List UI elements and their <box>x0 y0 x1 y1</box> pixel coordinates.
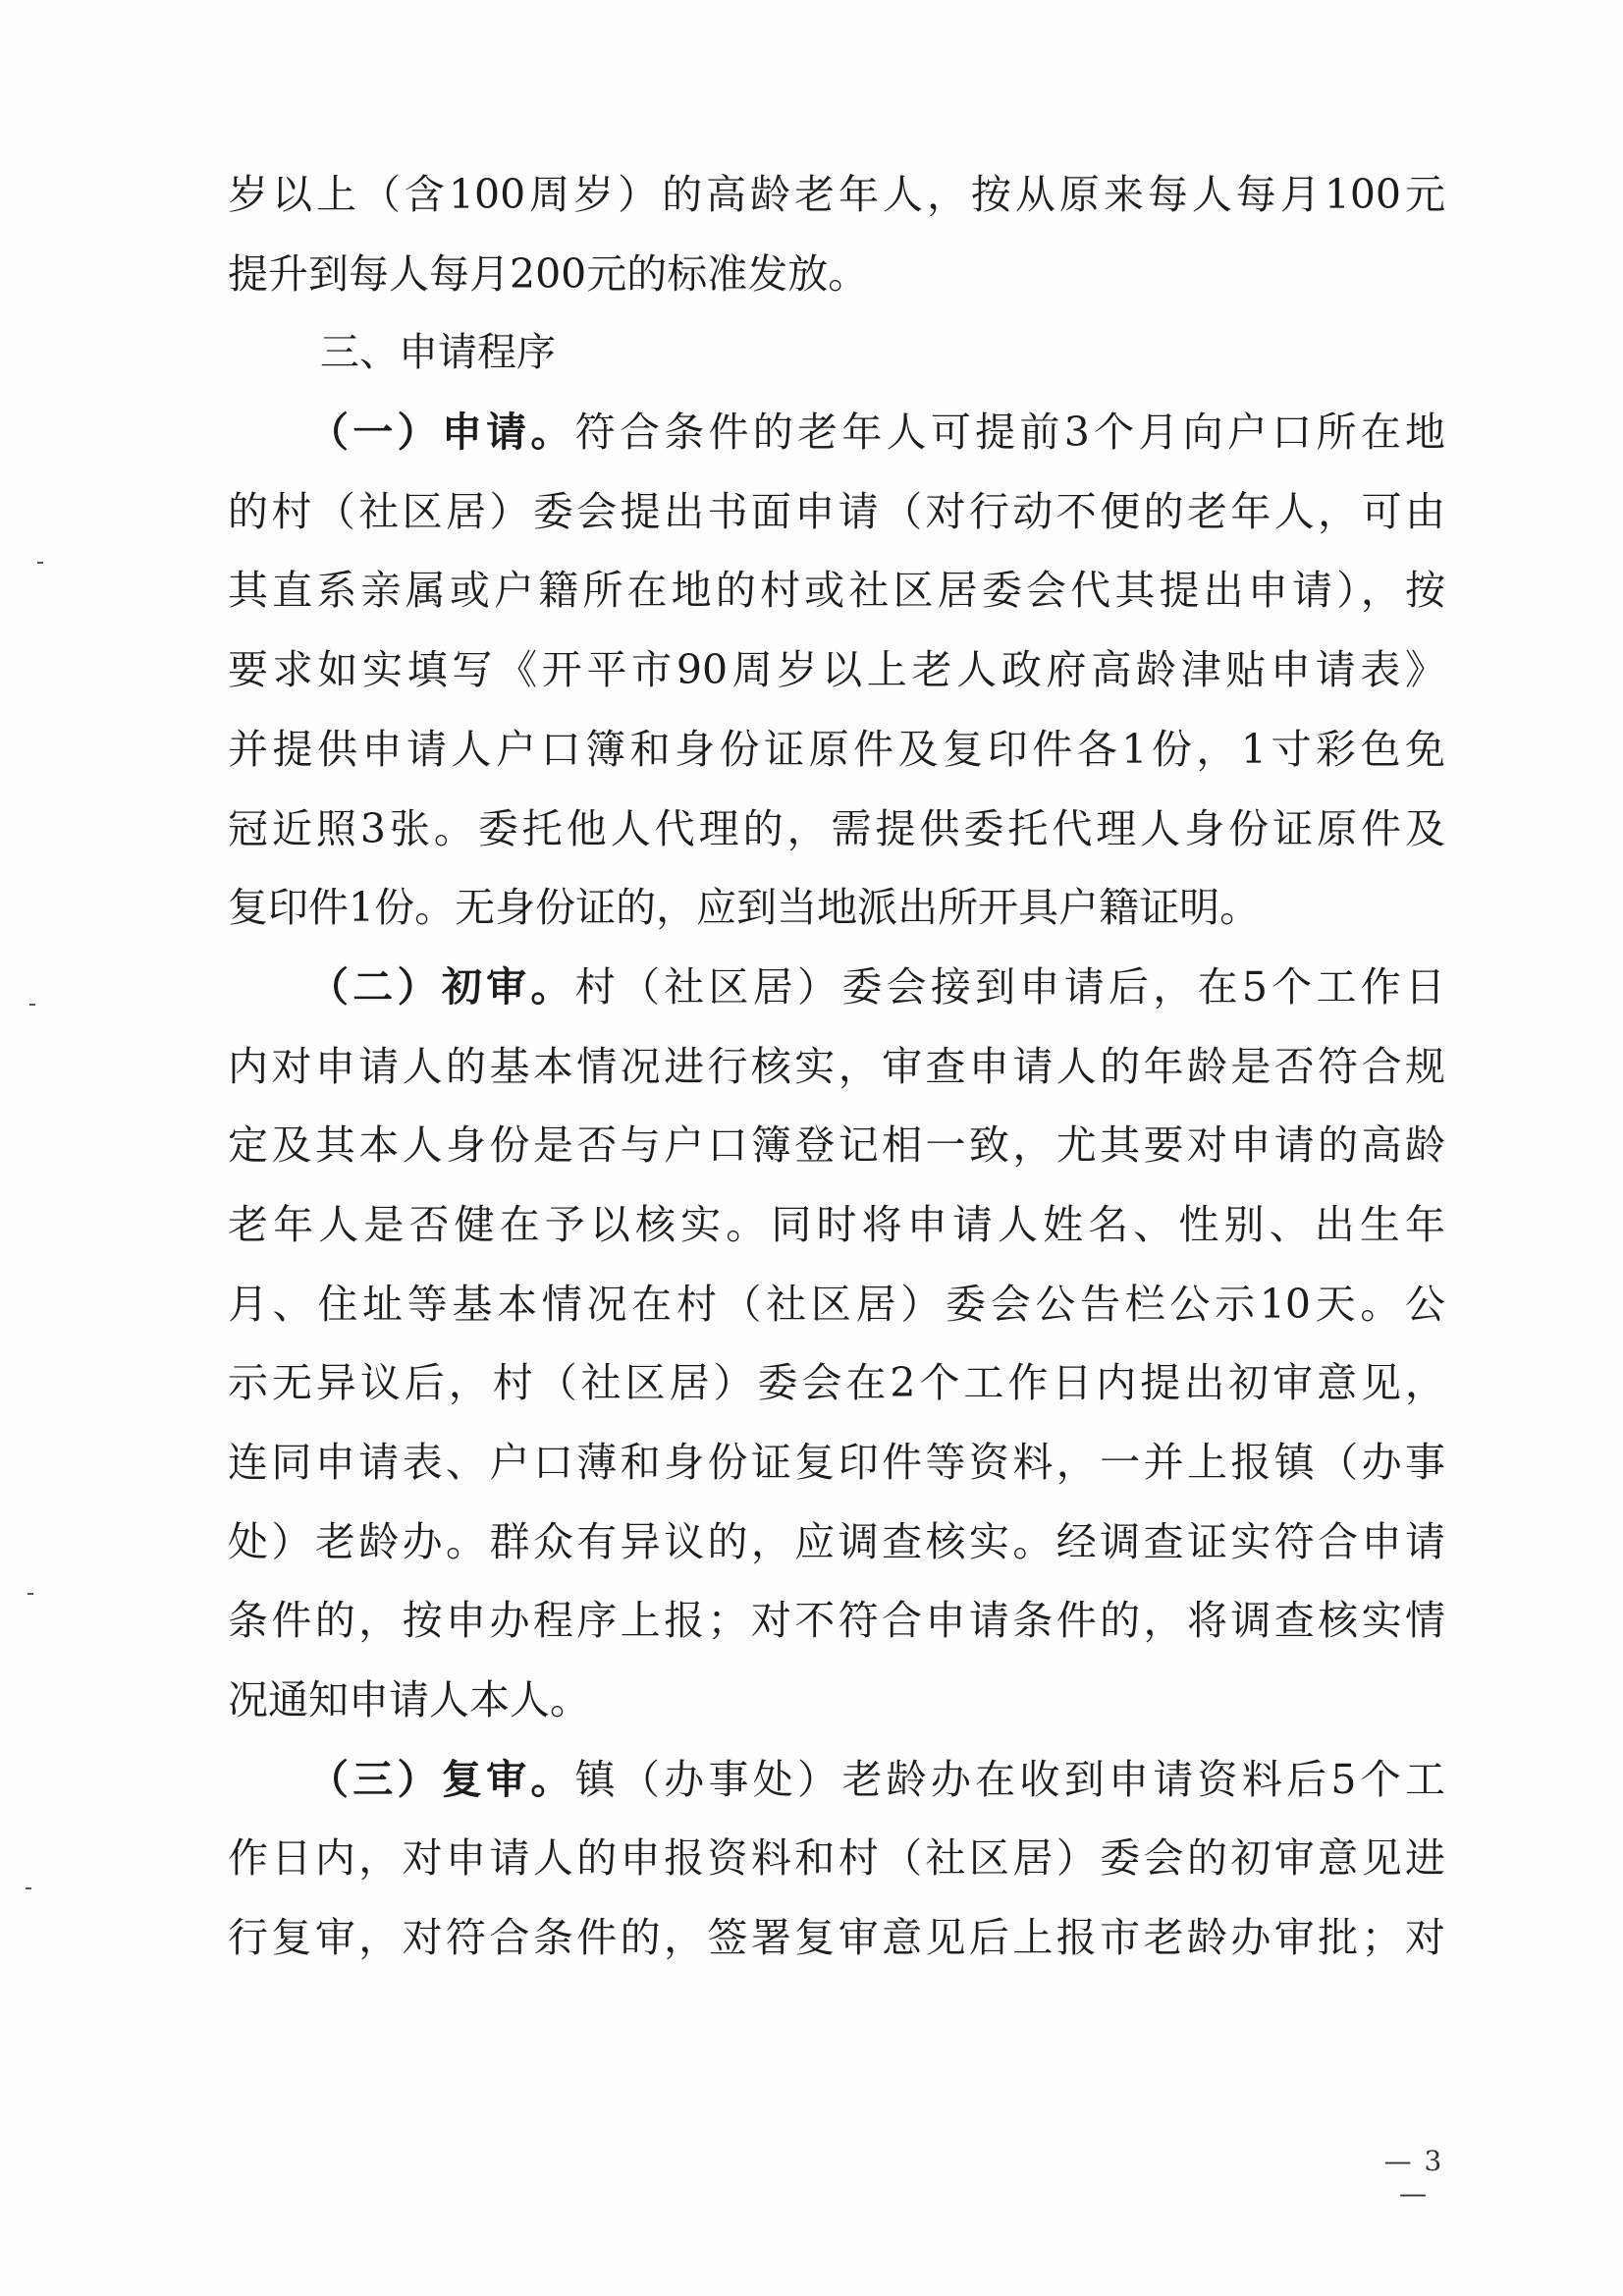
body-line: 况通知申请人本人。 <box>228 1676 590 1724</box>
body-line: 内对申请人的基本情况进行核实，审查申请人的年龄是否符合规 <box>228 1042 1445 1090</box>
paragraph-lead: （一）申请。 <box>308 409 575 457</box>
scan-speck <box>29 1004 35 1006</box>
body-line: 冠近照3张。委托他人代理的，需提供委托代理人身份证原件及 <box>228 804 1445 852</box>
body-line: 并提供申请人户口簿和身份证原件及复印件各1份，1寸彩色免 <box>228 725 1445 773</box>
body-line: 月、住址等基本情况在村（社区居）委会公告栏公示10天。公 <box>228 1280 1445 1328</box>
body-line: 的村（社区居）委会提出书面申请（对行动不便的老年人，可由 <box>228 487 1445 535</box>
body-line: 复印件1份。无身份证的，应到当地派出所开具户籍证明。 <box>228 884 1261 932</box>
section-heading: 三、申请程序 <box>320 330 556 376</box>
page-number: — 3 — <box>1383 2145 1444 2210</box>
body-line: 条件的，按申办程序上报；对不符合申请条件的，将调查核实情 <box>228 1597 1445 1645</box>
scan-speck <box>37 562 43 564</box>
body-line: 连同申请表、户口薄和身份证复印件等资料，一并上报镇（办事 <box>228 1439 1445 1486</box>
scan-speck <box>26 1887 31 1889</box>
paragraph-first-line <box>228 393 1445 472</box>
body-line: 其直系亲属或户籍所在地的村或社区居委会代其提出申请），按 <box>228 567 1445 615</box>
paragraph-text: 符合条件的老年人可提前3个月向户口所在地 <box>574 409 1445 457</box>
paragraph-lead: （二）初审。 <box>308 962 575 1011</box>
paragraph-first-line <box>228 948 1445 1027</box>
body-line: 提升到每人每月200元的标准发放。 <box>228 249 869 298</box>
body-line: 处）老龄办。群众有异议的，应调查核实。经调查证实符合申请 <box>228 1517 1445 1565</box>
scan-speck <box>27 1593 33 1595</box>
body-line: 要求如实填写《开平市90周岁以上老人政府高龄津贴申请表》 <box>228 646 1445 694</box>
body-line: 定及其本人身份是否与户口簿登记相一致，尤其要对申请的高龄 <box>228 1121 1445 1170</box>
body-line: 行复审，对符合条件的，签署复审意见后上报市老龄办审批；对 <box>228 1914 1445 1962</box>
document-body <box>228 155 1445 1978</box>
body-line: 示无异议后，村（社区居）委会在2个工作日内提出初审意见， <box>228 1359 1445 1407</box>
paragraph-text: 村（社区居）委会接到申请后，在5个工作日 <box>574 962 1445 1011</box>
body-line: 作日内，对申请人的申报资料和村（社区居）委会的初审意见进 <box>228 1834 1445 1883</box>
body-line: 老年人是否健在予以核实。同时将申请人姓名、性别、出生年 <box>228 1200 1445 1248</box>
paragraph-first-line <box>228 1740 1445 1820</box>
body-line: 岁以上（含100周岁）的高龄老年人，按从原来每人每月100元 <box>228 171 1445 218</box>
paragraph-lead: （三）复审。 <box>308 1755 575 1803</box>
paragraph-text: 镇（办事处）老龄办在收到申请资料后5个工 <box>574 1755 1445 1803</box>
